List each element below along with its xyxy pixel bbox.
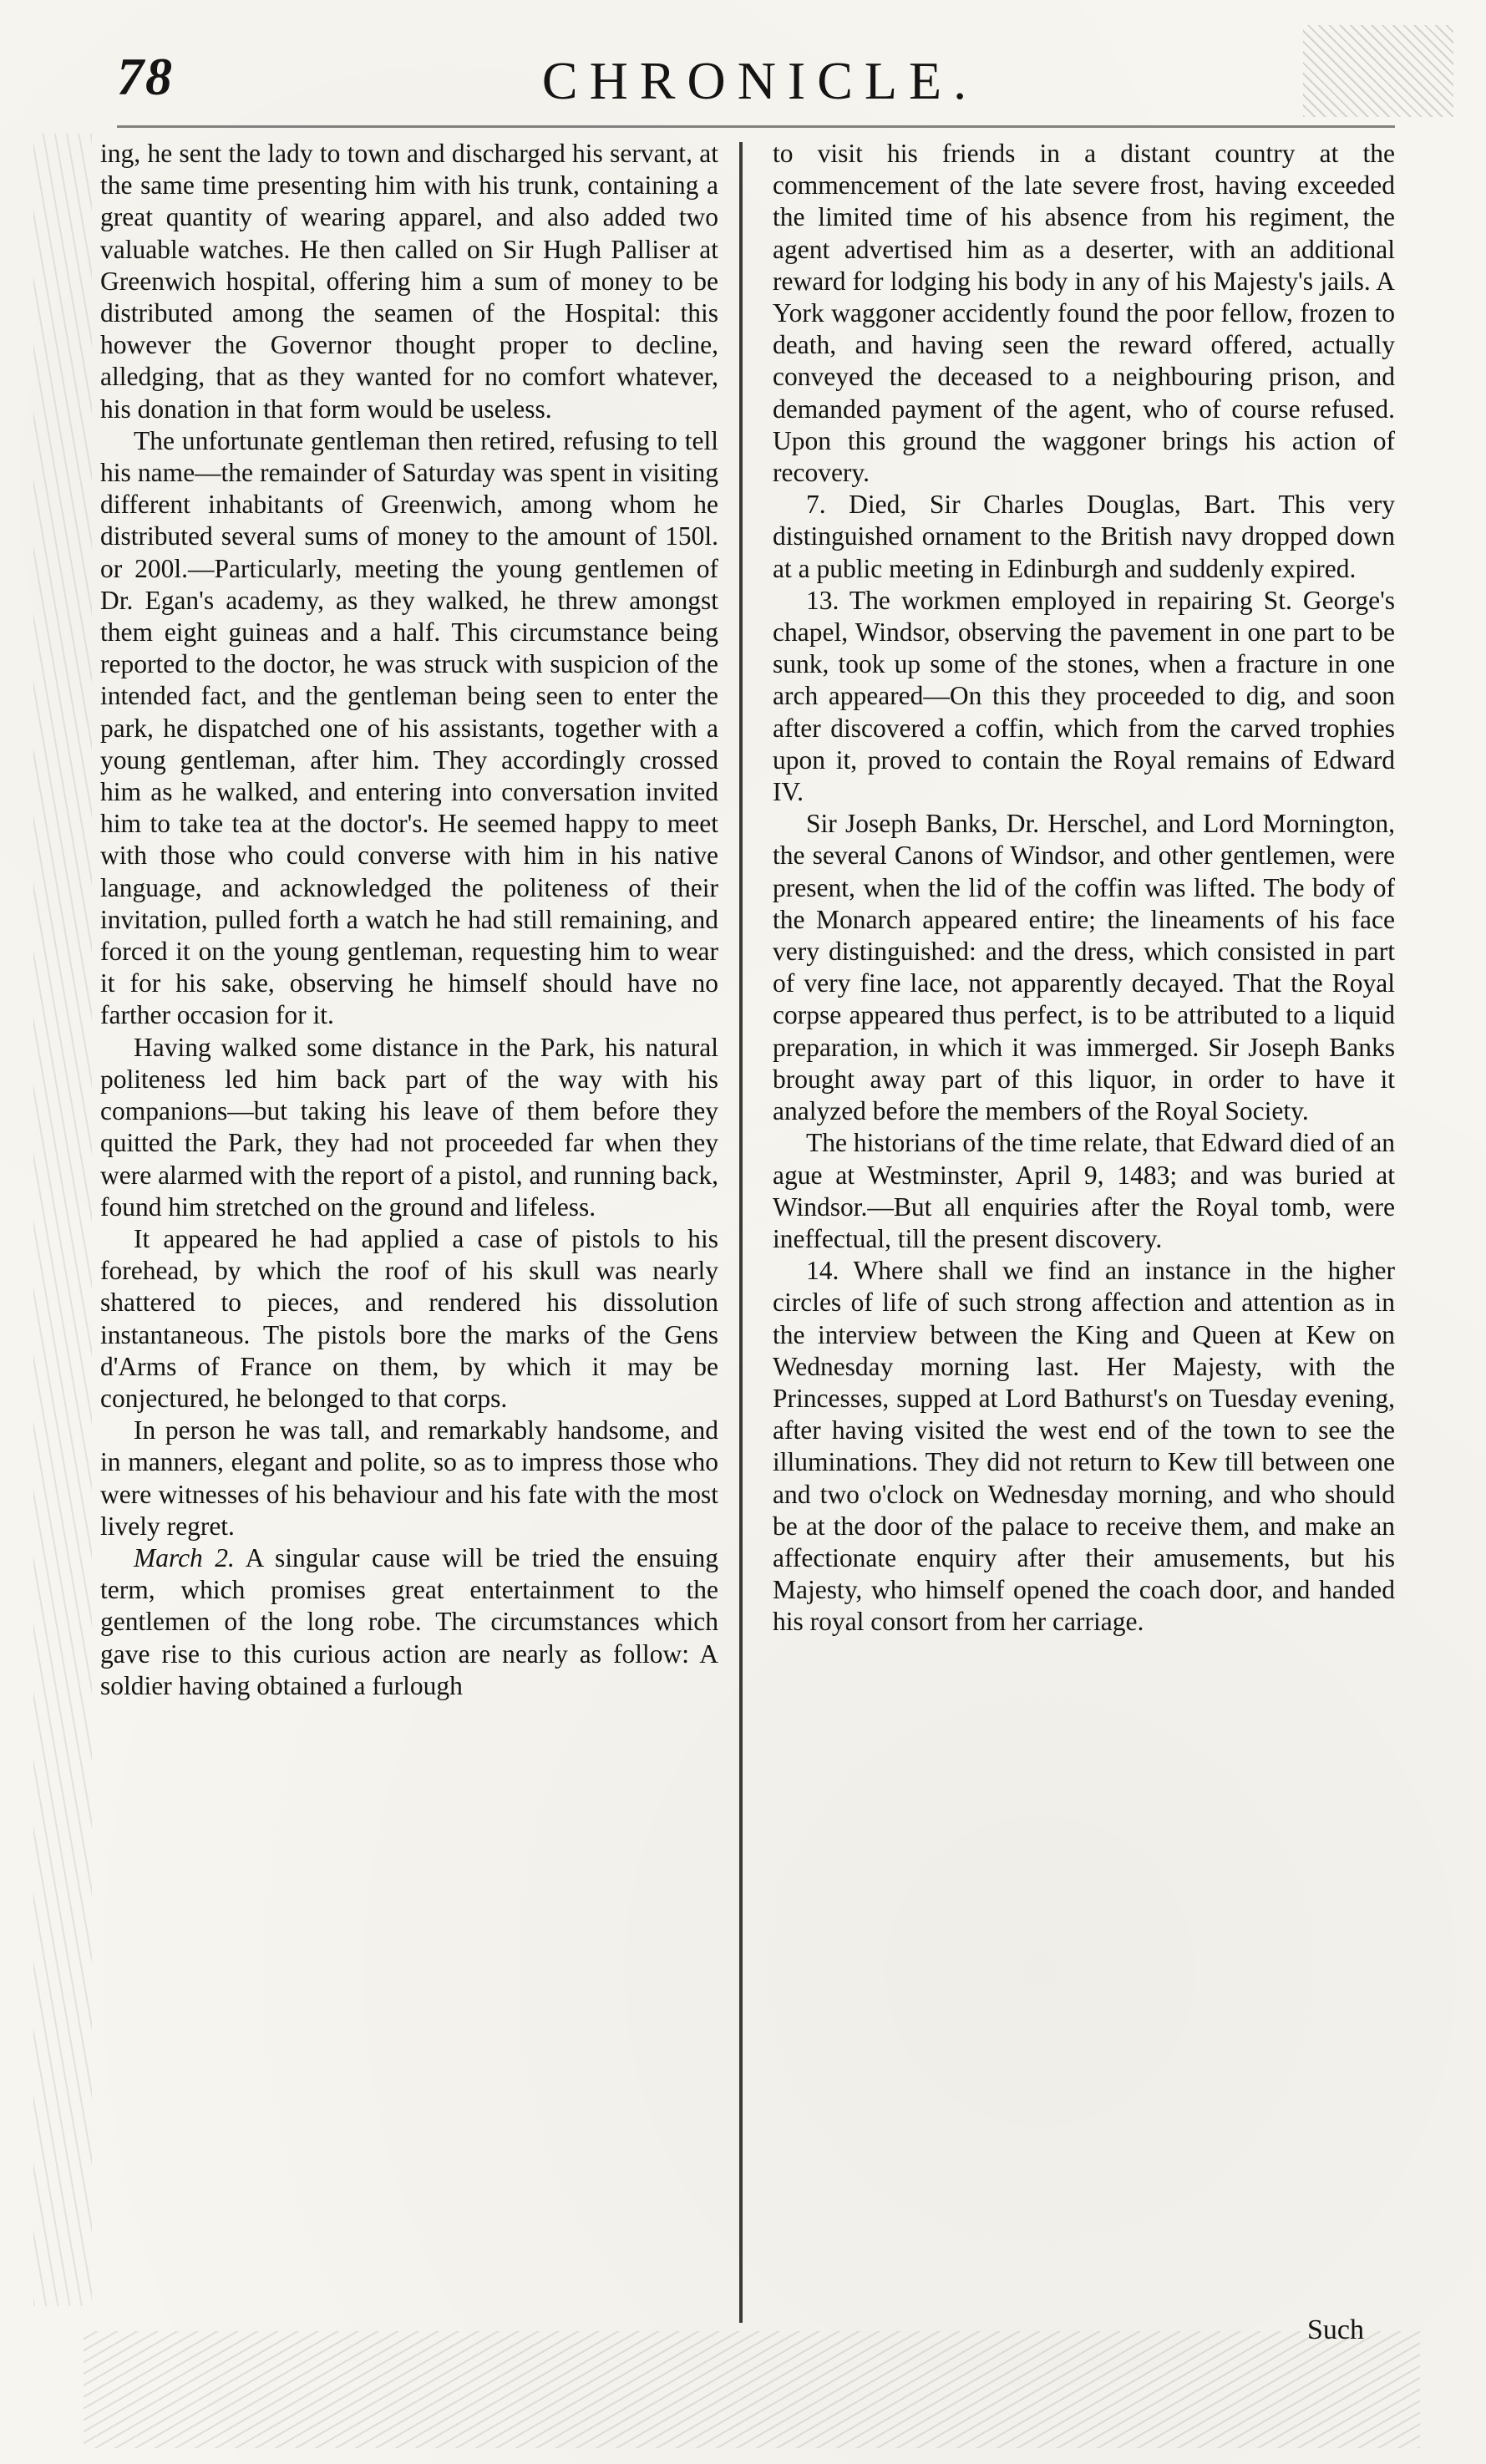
article-paragraph: In person he was tall, and remarkably handsome, and in manners, elegant and polite, so as to impress those who were witnesses of his behaviour and his fate with the most lively regret. <box>100 1415 718 1541</box>
dated-paragraph <box>100 1542 718 1702</box>
right-column <box>773 138 1395 2319</box>
entry-text: A singular cause will be tried the ensuing term, which promises great entertainment to the gentlemen of the long robe. The circumstances which gave rise to this curious action are nearly as follow: A soldier having obtained a furlough <box>100 1542 718 1700</box>
catchword: Such <box>1307 2314 1364 2345</box>
article-paragraph: It appeared he had applied a case of pistols to his forehead, by which the roof of his skull was nearly shattered to pieces, and rendered his dissolution instantaneous. The pistols bore the marks of the Gens d'Arms of France on them, by which it may be conjectured, he belonged to that corps. <box>100 1223 718 1413</box>
entry-date: March 2. <box>134 1542 235 1572</box>
article-paragraph: The historians of the time relate, that Edward died of an ague at Westminster, April 9, 1483; and was buried at Windsor.—But all enquiries after the Royal tomb, were ineffectual, till the present discovery. <box>773 1128 1395 1253</box>
header-rule <box>117 125 1395 128</box>
page-number: 78 <box>117 47 174 106</box>
article-paragraph: Having walked some distance in the Park, his natural politeness led him back part of the way with his companions—but taking his leave of them before they quitted the Park, they had not proceeded far when they were alarmed with the report of a pistol, and running back, found him stretched on the ground and lifeless. <box>100 1032 718 1222</box>
running-head: CHRONICLE. <box>541 51 979 110</box>
article-paragraph: Sir Joseph Banks, Dr. Herschel, and Lord Mornington, the several Canons of Windsor, and other gentlemen, were present, when the lid of the coffin was lifted. The body of the Monarch appeared entire; the lineaments of his face very distinguished: and the dress, which consisted in part of very fine lace, not apparently decayed. That the Royal corpse appeared thus perfect, is to be attributed to a liquid preparation, in which it was immerged. Sir Joseph Banks brought away part of this liquor, in order to have it analyzed before the members of the Royal Society. <box>773 809 1395 1126</box>
left-column <box>100 138 718 2319</box>
print-noise <box>84 2331 1420 2448</box>
article-paragraph: The unfortunate gentleman then retired, refusing to tell his name—the remainder of Saturday was spent in visiting different inhabitants of Greenwich, among whom he distributed several sums of money to the amount of 150l. or 200l.—Particularly, meeting the young gentlemen of Dr. Egan's academy, as they walked, he threw amongst them eight guineas and a half. This circumstance being reported to the doctor, he was struck with suspicion of the intended fact, and the gentleman being seen to enter the park, he dispatched one of his assistants, together with a young gentleman, after him. They accordingly crossed him as he walked, and entering into conversation invited him to take tea at the doctor's. He seemed happy to meet with those who could converse with him in his native language, and acknowledged the politeness of their invitation, pulled forth a watch he had still remaining, and forced it on the young gentleman, requesting him to wear it for his sake, observing he himself should have no farther occasion for it. <box>100 425 718 1030</box>
column-divider <box>739 142 743 2323</box>
article-paragraph: ing, he sent the lady to town and discharged his servant, at the same time presenting him with his trunk, containing a great quantity of wearing apparel, and also added two valuable watches. He then called on Sir Hugh Palliser at Greenwich hospital, offering him a sum of money to be distributed among the seamen of the Hospital: this however the Governor thought proper to decline, alledging, that as they wanted for no comfort whatever, his donation in that form would be useless. <box>100 139 718 424</box>
article-paragraph: 7. Died, Sir Charles Douglas, Bart. This very distinguished ornament to the British navy dropped down at a public meeting in Edinburgh and suddenly expired. <box>773 490 1395 583</box>
article-paragraph: to visit his friends in a distant country at the commencement of the late severe frost, having exceeded the limited time of his absence from his regiment, the agent advertised him as a deserter, with an additional reward for lodging his body in any of his Majesty's jails. A York waggoner accidently found the poor fellow, frozen to death, and having seen the reward offered, actually conveyed the deceased to a neighbouring prison, and demanded payment of the agent, who of course refused. Upon this ground the waggoner brings his action of recovery. <box>773 139 1395 488</box>
article-paragraph: 14. Where shall we find an instance in the higher circles of life of such strong affection and attention as in the interview between the King and Queen at Kew on Wednesday morning last. Her Majesty, with the Princesses, supped at Lord Bathurst's on Tuesday evening, after having visited the west end of the town to see the illuminations. They did not return to Kew till between one and two o'clock on Wednesday morning, and who should be at the door of the palace to receive them, and make an affectionate enquiry after their amusements, but his Majesty, who himself opened the coach door, and handed his royal consort from her carriage. <box>773 1256 1395 1637</box>
print-noise <box>33 134 92 2306</box>
article-paragraph: 13. The workmen employed in repairing St. George's chapel, Windsor, observing the pavement in one part to be sunk, took up some of the stones, when a fracture in one arch appeared—On this they proceeded to dig, and soon after discovered a coffin, which from the carved trophies upon it, proved to contain the Royal remains of Edward IV. <box>773 585 1395 807</box>
print-noise <box>1303 25 1453 117</box>
